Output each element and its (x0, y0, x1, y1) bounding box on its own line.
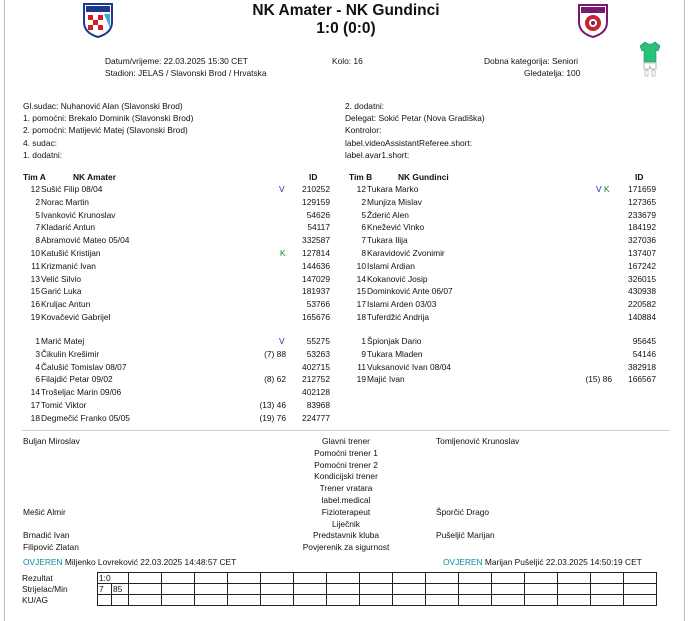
substitution-info: (15) 86 (585, 374, 612, 385)
grid-cell (327, 595, 360, 606)
grid-cell (591, 573, 624, 584)
grid-cell (112, 595, 129, 606)
player-number: 18 (356, 312, 366, 322)
grid-cell (591, 584, 624, 595)
grid-cell (195, 573, 228, 584)
staff-role-label: Povjerenik za sigurnost (302, 542, 390, 553)
grid-cell (360, 573, 393, 584)
goalkeeper-badge: V (279, 184, 285, 194)
player-name: Tukara Ilija (367, 235, 408, 246)
official-right-line: Kontrolor: (345, 125, 382, 136)
player-number: 15 (30, 286, 40, 297)
captain-badge: K (604, 184, 610, 194)
player-id: 95645 (632, 336, 656, 346)
official-left-line: 1. dodatni: (23, 149, 63, 160)
staff-role-label: Trener vratara (319, 483, 373, 494)
grid-cell (327, 573, 360, 584)
result-score-cell: 1:0 (98, 573, 129, 584)
staff-role-label: Pomoćni trener 1 (314, 447, 378, 458)
substitution-info: (7) 88 (264, 348, 286, 359)
match-stadium: Stadion: JELAS / Slavonski Brod / Hrvatska (105, 68, 267, 78)
player-id: 181937 (302, 286, 330, 297)
home-physio: Mešić Almir (23, 507, 66, 517)
player-number: 12 (30, 184, 40, 194)
player-name: Tukara Marko (367, 184, 419, 194)
player-id: 127365 (628, 196, 656, 207)
grid-cell (426, 573, 459, 584)
team-a-id-header: ID (309, 172, 318, 182)
player-name: Trošeljac Marin 09/06 (41, 387, 122, 398)
player-number: 6 (35, 374, 40, 385)
player-id: 220582 (628, 299, 656, 310)
grid-cell (261, 595, 294, 606)
player-id: 140884 (628, 312, 656, 322)
player-number: 7 (361, 235, 366, 246)
grid-cell (129, 584, 162, 595)
home-verification (23, 557, 236, 567)
player-id: 165676 (302, 312, 330, 322)
player-name: Tukara Mladen (367, 348, 423, 359)
player-number: 1 (361, 336, 366, 346)
grid-cell (393, 573, 426, 584)
grid-cell (129, 595, 162, 606)
player-id: 54117 (307, 222, 330, 233)
scorer-number-cell: 7 (98, 584, 112, 595)
official-right-line: label.videoAssistantReferee.short: (345, 137, 473, 148)
player-name: Ivanković Krunoslav (41, 209, 116, 220)
substitution-info: (8) 62 (264, 374, 286, 385)
page-border-left (4, 0, 5, 621)
player-name: Norac Martin (41, 196, 89, 207)
team-b-label: Tim B (349, 172, 373, 182)
player-id: 166567 (628, 374, 656, 385)
player-name: Velić Silvio (41, 273, 82, 284)
player-number: 18 (30, 412, 40, 423)
grid-cell (129, 573, 162, 584)
away-head-coach: Tomljenović Krunoslav (436, 436, 520, 446)
player-id: 129159 (302, 196, 330, 207)
spectators: Gledatelja: 100 (524, 68, 581, 78)
official-right-line: 2. dodatni: (345, 101, 385, 111)
results-row-label: Strijelac/Min (22, 584, 68, 594)
player-id: 137407 (628, 248, 656, 258)
player-number: 10 (30, 248, 40, 258)
staff-role-label: Fizioterapeut (321, 506, 371, 517)
grid-cell (492, 595, 525, 606)
player-number: 5 (35, 209, 40, 220)
player-number: 8 (35, 235, 40, 246)
grid-cell (492, 573, 525, 584)
official-left-line: 1. pomoćni: Brekalo Dominik (Slavonski Brod) (23, 113, 194, 124)
grid-cell (195, 584, 228, 595)
player-id: 144636 (302, 260, 330, 271)
player-id: 127814 (302, 248, 330, 258)
match-score: 1:0 (0:0) (316, 20, 376, 37)
grid-cell (558, 573, 591, 584)
player-name: Munjiza Mislav (367, 196, 422, 207)
player-name: Vuksanović Ivan 08/04 (367, 361, 451, 372)
grid-cell (459, 573, 492, 584)
player-id: 224777 (302, 412, 330, 423)
player-number: 6 (361, 222, 366, 233)
grid-cell (162, 595, 195, 606)
results-row-label: Rezultat (22, 573, 53, 583)
grid-cell (459, 595, 492, 606)
grid-cell (228, 595, 261, 606)
player-name: Dominković Ante 06/07 (367, 286, 453, 297)
player-number: 11 (31, 260, 40, 271)
player-number: 14 (30, 387, 40, 398)
player-name: Filajdić Petar 09/02 (41, 374, 113, 385)
away-verified-label: OVJEREN (443, 557, 483, 567)
player-id: 233679 (628, 209, 656, 220)
goalkeeper-badge: V (596, 184, 602, 194)
player-id: 54626 (306, 209, 330, 220)
player-name: Krizmanić Ivan (41, 260, 96, 271)
player-number: 15 (356, 286, 366, 297)
player-number: 2 (35, 196, 40, 207)
substitution-info: (13) 46 (259, 400, 286, 410)
player-id: 382918 (628, 361, 656, 372)
player-number: 14 (356, 273, 366, 284)
grid-cell (294, 573, 327, 584)
player-id: 184192 (628, 222, 656, 233)
player-id: 430938 (628, 286, 656, 297)
official-left-line: Gl.sudac: Nuhanović Alan (Slavonski Brod) (23, 101, 183, 111)
grid-cell (492, 584, 525, 595)
player-name: Islami Arden 03/03 (367, 299, 437, 310)
official-left-line: 4. sudac: (23, 137, 57, 148)
grid-cell (360, 595, 393, 606)
official-right-line: Delegat: Sokić Petar (Nova Gradiška) (345, 113, 485, 124)
player-name: Marić Matej (41, 336, 85, 346)
player-number: 17 (30, 400, 40, 410)
player-name: Čikulin Krešimir (41, 348, 100, 359)
official-left-line: 2. pomoćni: Matijević Matej (Slavonski Brod) (23, 125, 188, 136)
home-verified-by: Miljenko Lovreković 22.03.2025 14:48:57 CET (64, 557, 237, 567)
grid-cell (624, 573, 657, 584)
grid-cell (294, 584, 327, 595)
grid-cell (98, 595, 112, 606)
player-number: 7 (35, 222, 40, 233)
team-b-id-header: ID (635, 172, 644, 182)
player-id: 83968 (306, 400, 330, 410)
grid-cell (426, 595, 459, 606)
substitution-info: (19) 76 (259, 412, 286, 423)
grid-cell (360, 584, 393, 595)
player-id: 326015 (628, 273, 656, 284)
player-number: 9 (361, 348, 366, 359)
player-id: 332587 (302, 235, 330, 246)
age-category: Dobna kategorija: Seniori (484, 56, 579, 66)
grid-cell (558, 595, 591, 606)
player-id: 212752 (302, 374, 330, 385)
player-number: 11 (357, 361, 366, 372)
grid-cell (525, 573, 558, 584)
grid-cell (558, 584, 591, 595)
away-verified-by: Marijan Pušeljić 22.03.2025 14:50:19 CET (484, 557, 642, 567)
grid-cell (624, 584, 657, 595)
player-number: 1 (35, 336, 40, 346)
results-grid (22, 572, 657, 606)
player-name: Garić Luka (41, 286, 82, 297)
player-name: Kovačević Gabrijel (41, 312, 111, 322)
staff-role-label: label.medical (321, 495, 371, 505)
away-verification (443, 557, 642, 567)
player-id: 147029 (302, 273, 330, 284)
player-number: 12 (356, 184, 366, 194)
grid-cell (393, 595, 426, 606)
player-number: 10 (356, 260, 366, 271)
player-name: Katušić Kristijan (41, 248, 101, 258)
match-round: Kolo: 16 (332, 56, 363, 66)
grid-cell (162, 573, 195, 584)
player-id: 327036 (628, 235, 656, 246)
player-name: Degmečić Franko 05/05 (41, 412, 130, 423)
player-name: Knežević Vinko (367, 222, 425, 233)
results-row (22, 595, 657, 606)
player-number: 2 (361, 196, 366, 207)
player-name: Čalušić Tomislav 08/07 (41, 361, 127, 372)
player-number: 17 (356, 299, 366, 310)
player-number: 16 (30, 299, 40, 310)
player-number: 4 (35, 361, 40, 372)
divider (22, 430, 670, 431)
player-name: Tomić Viktor (41, 400, 87, 410)
grid-cell (195, 595, 228, 606)
match-datetime: Datum/vrijeme: 22.03.2025 15:30 CET (105, 56, 248, 66)
player-name: Karavidović Zvonimir (367, 248, 445, 258)
player-name: Kruljac Antun (41, 299, 91, 310)
player-number: 13 (30, 273, 40, 284)
player-id: 210252 (302, 184, 330, 194)
player-id: 402128 (302, 387, 330, 398)
grid-cell (261, 584, 294, 595)
player-name: Kokanović Josip (367, 273, 428, 284)
player-name: Kladarić Antun (41, 222, 96, 233)
results-row (22, 573, 657, 584)
team-a-label: Tim A (23, 172, 46, 182)
player-id: 167242 (628, 260, 656, 271)
player-id: 402715 (302, 361, 330, 372)
team-b-name: NK Gundinci (398, 172, 449, 182)
grid-cell (261, 573, 294, 584)
player-name: Sušić Filip 08/04 (41, 184, 103, 194)
player-name: Islami Ardian (367, 260, 415, 271)
grid-cell (459, 584, 492, 595)
grid-cell (624, 595, 657, 606)
grid-cell (591, 595, 624, 606)
player-number: 8 (361, 248, 366, 258)
away-club-rep: Pušeljić Marijan (436, 530, 495, 540)
grid-cell (228, 573, 261, 584)
player-name: Špionjak Dario (367, 336, 422, 346)
player-id: 54146 (632, 348, 656, 359)
player-number: 19 (356, 374, 366, 385)
staff-role-label: Glavni trener (322, 436, 370, 446)
player-name: Abramović Mateo 05/04 (41, 235, 130, 246)
goalkeeper-badge: V (279, 336, 285, 346)
player-id: 171659 (628, 184, 656, 194)
results-row-label: KU/AG (22, 595, 49, 605)
page-border-right (684, 0, 685, 621)
player-number: 3 (35, 348, 40, 359)
official-right-line: label.avar1.short: (345, 149, 410, 160)
team-a-name: NK Amater (73, 172, 116, 182)
grid-cell (525, 584, 558, 595)
grid-cell (393, 584, 426, 595)
results-row (22, 584, 657, 595)
player-id: 53766 (306, 299, 330, 310)
home-club-rep: Brnadić Ivan (23, 530, 70, 540)
scorer-minute-cell: 85 (112, 584, 129, 595)
grid-cell (525, 595, 558, 606)
staff-role-label: Pomoćni trener 2 (314, 459, 378, 470)
player-number: 5 (361, 209, 366, 220)
grid-cell (426, 584, 459, 595)
player-id: 53263 (306, 348, 330, 359)
grid-cell (327, 584, 360, 595)
player-name: Majić Ivan (367, 374, 405, 385)
away-physio: Šporčić Drago (436, 507, 490, 517)
grid-cell (228, 584, 261, 595)
player-id: 55275 (306, 336, 330, 346)
staff-role-label: Predstavnik kluba (312, 530, 380, 541)
jersey-icon (638, 40, 662, 78)
staff-role-label: Liječnik (332, 518, 360, 529)
staff-role-label: Kondicijski trener (314, 471, 378, 482)
player-name: Tuferdžić Andrija (367, 312, 430, 322)
home-verified-label: OVJEREN (23, 557, 63, 567)
captain-badge: K (280, 248, 286, 258)
home-security: Filipović Zlatan (23, 542, 79, 552)
grid-cell (294, 595, 327, 606)
match-title: NK Amater - NK Gundinci (252, 2, 440, 19)
home-head-coach: Buljan Miroslav (23, 436, 80, 446)
grid-cell (162, 584, 195, 595)
player-name: Žderić Alen (367, 209, 409, 220)
player-number: 19 (30, 312, 40, 322)
